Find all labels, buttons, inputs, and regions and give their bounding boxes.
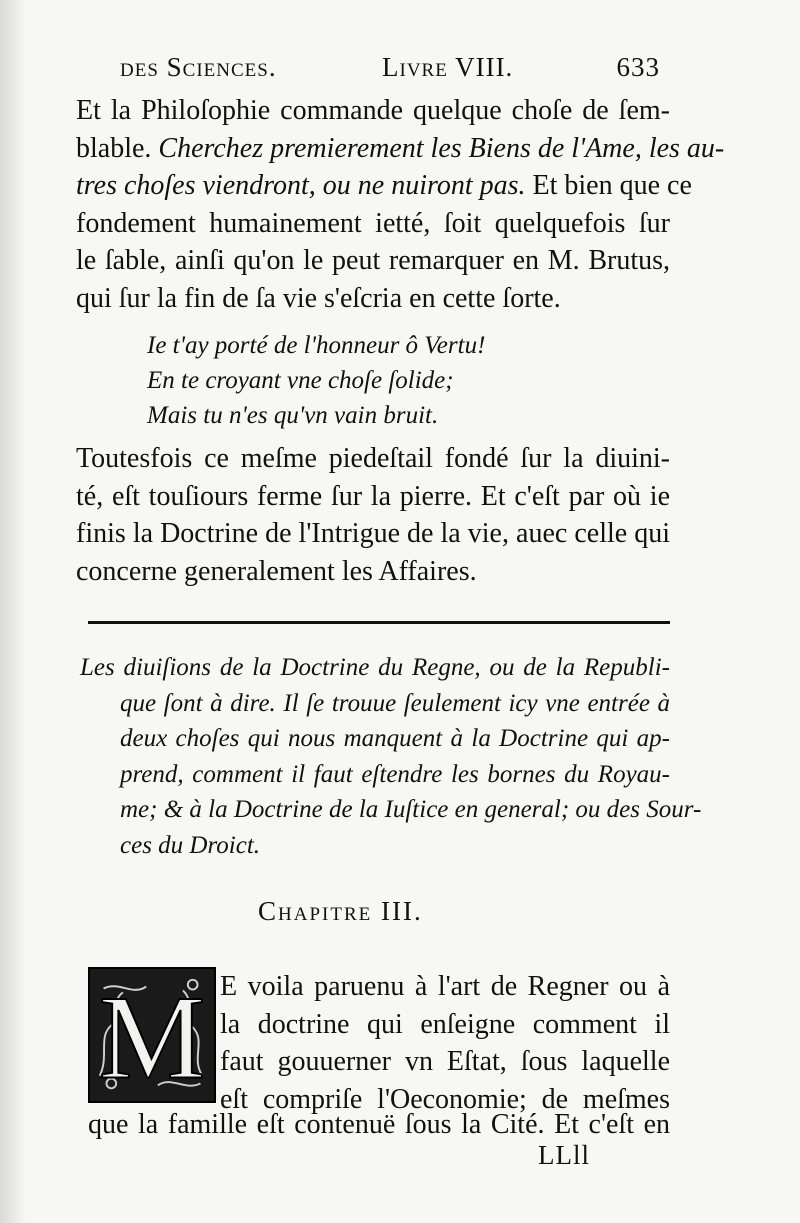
text-line: té, eſt touſiours ferme ſur la pierre. Et c'eſt par où ie xyxy=(76,480,670,512)
text-line xyxy=(76,130,725,168)
text-line: que la famille eſt contenuë ſous la Cité. Et c'eſt en xyxy=(88,1109,670,1140)
text-line xyxy=(76,167,692,205)
text-roman: Et bien que ce xyxy=(532,170,692,201)
text-line: fondement humainement ietté, ſoit quelquefois ſur xyxy=(76,207,670,239)
text-line: finis la Doctrine de l'Intrigue de la vie, auec celle qui xyxy=(76,518,670,549)
summary-line: prend, comment il faut eſtendre les bornes du Royau- xyxy=(120,760,670,788)
text-roman: blable. xyxy=(76,132,152,164)
ornament-initial-icon xyxy=(90,969,214,1101)
drop-cap-initial xyxy=(88,967,216,1103)
chapter-opening xyxy=(220,968,670,1118)
running-head xyxy=(120,52,660,88)
signature-mark: LLll xyxy=(538,1140,590,1170)
text-line: eſt compriſe l'Oeconomie; de meſmes xyxy=(220,1083,670,1115)
text-line: Et la Philoſophie commande quelque choſe de ſem- xyxy=(76,95,670,126)
verse-quotation xyxy=(147,328,587,433)
text-line: le ſable, ainſi qu'on le peut remarquer en M. Brutus, xyxy=(76,245,670,276)
chapter-summary xyxy=(80,650,702,863)
page-gutter-shadow xyxy=(0,0,26,1223)
text-italic: Cherchez premierement les Biens de l'Ame, les au- xyxy=(158,132,725,164)
text-line: E voila paruenu à l'art de Regner ou à xyxy=(220,971,670,1002)
text-line: qui ſur la fin de ſa vie s'eſcria en cette ſorte. xyxy=(76,282,561,314)
running-head-book: Livre VIII. xyxy=(382,52,514,82)
verse-line: Ie t'ay porté de l'honneur ô Vertu! xyxy=(147,332,486,359)
text-line: Toutesfois ce meſme piedeſtail fondé ſur la diuini- xyxy=(76,443,670,474)
running-head-title: des Sciences. xyxy=(120,52,277,82)
summary-line: que ſont à dire. Il ſe trouue ſeulement icy vne entrée à xyxy=(120,689,670,717)
opening-paragraph xyxy=(76,92,725,317)
closing-paragraph xyxy=(76,440,670,590)
verse-line: En te croyant vne choſe ſolide; xyxy=(147,367,454,394)
text-line: la doctrine qui enſeigne comment il xyxy=(220,1008,670,1040)
summary-line: deux choſes qui nous manquent à la Doctrine qui ap- xyxy=(120,725,670,752)
text-italic: tres choſes viendront, ou ne nuiront pas. xyxy=(76,170,526,201)
text-line: concerne generalement les Affaires. xyxy=(76,555,477,587)
summary-line: Les diuiſions de la Doctrine du Regne, ou de la Republi- xyxy=(80,654,670,681)
drop-cap-letter: M xyxy=(98,970,206,1101)
chapter-continuation xyxy=(88,1106,670,1144)
section-divider xyxy=(88,621,670,624)
summary-line: ces du Droict. xyxy=(120,831,261,859)
verse-line: Mais tu n'es qu'vn vain bruit. xyxy=(147,402,439,429)
text-line: faut gouuerner vn Eſtat, ſous laquelle xyxy=(220,1046,670,1077)
summary-line: me; & à la Doctrine de la Iuſtice en general; ou des Sour- xyxy=(120,796,702,823)
chapter-heading: Chapitre III. xyxy=(258,896,423,926)
page-number: 633 xyxy=(616,52,660,82)
